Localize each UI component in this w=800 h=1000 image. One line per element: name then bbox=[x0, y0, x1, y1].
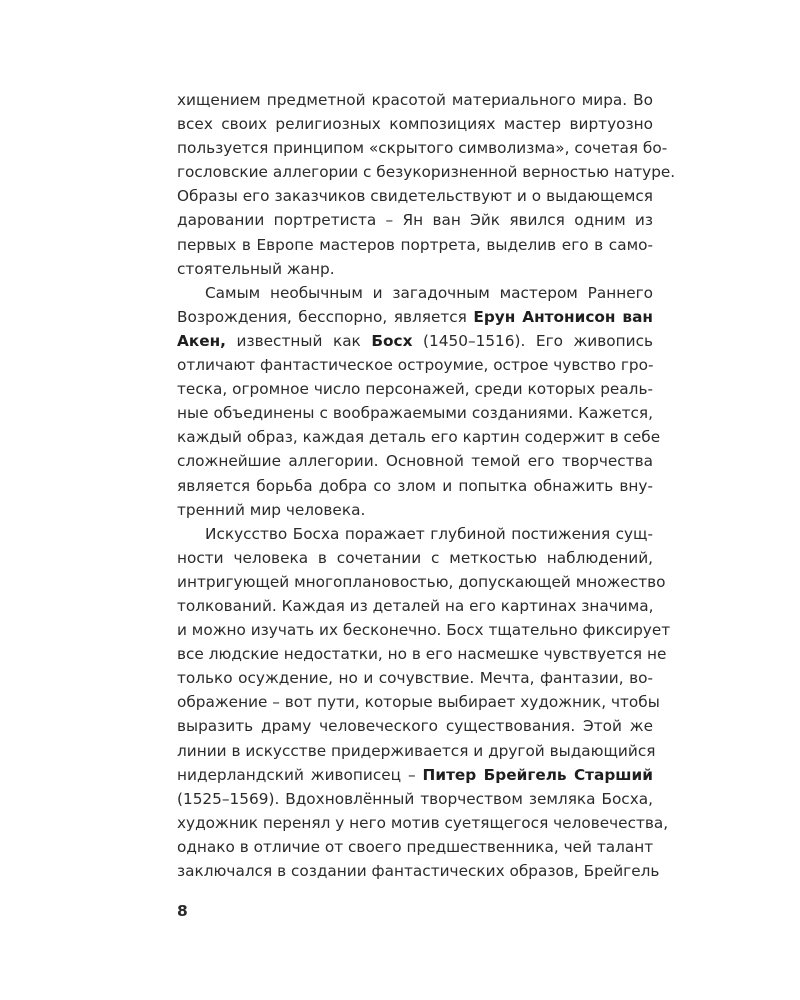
text-run: все людские недостатки, но в его насмешке чувствуется не bbox=[177, 645, 667, 664]
text-run: всех своих религиозных композициях мастер виртуозно bbox=[177, 115, 653, 134]
text-line bbox=[177, 498, 653, 522]
text-line bbox=[177, 570, 666, 594]
text-run: выразить драму человеческого существования. Этой же bbox=[177, 717, 653, 736]
text-line bbox=[177, 112, 653, 136]
text-line bbox=[177, 257, 653, 281]
text-run: тренний мир человека. bbox=[177, 500, 366, 519]
text-run: ображение – вот пути, которые выбирает художник, чтобы bbox=[177, 693, 660, 712]
text-run: ности человека в сочетании с меткостью наблюдений, bbox=[177, 548, 653, 567]
bold-name: Акен, bbox=[177, 331, 226, 350]
text-run: стоятельный жанр. bbox=[177, 259, 335, 278]
text-line bbox=[177, 859, 660, 883]
text-run: даровании портретиста – Ян ван Эйк явился одним из bbox=[177, 211, 653, 230]
text-run: Образы его заказчиков свидетельствуют и о выдающемся bbox=[177, 187, 653, 206]
text-run: толкований. Каждая из деталей на его картинах значима, bbox=[177, 596, 654, 615]
text-run: однако в отличие от своего предшественника, чей талант bbox=[177, 837, 654, 856]
text-line bbox=[177, 233, 653, 257]
text-line bbox=[177, 690, 660, 714]
text-run: теска, огромное число персонажей, среди которых реаль- bbox=[177, 380, 653, 399]
text-line bbox=[177, 522, 653, 546]
text-run: интригующей многоплановостью, допускающей множество bbox=[177, 572, 666, 591]
text-run: Искусство Босха поражает глубиной постижения сущ- bbox=[205, 524, 653, 543]
text-line bbox=[177, 714, 653, 738]
text-run: (1450–1516). Его живопись bbox=[412, 331, 653, 350]
page-number: 8 bbox=[177, 902, 188, 920]
text-run: нидерландский живописец – bbox=[177, 765, 423, 784]
text-run: художник перенял у него мотив суетящегося человечества, bbox=[177, 813, 669, 832]
text-run: пользуется принципом «скрытого символизма», сочетая бо- bbox=[177, 139, 668, 158]
text-run: сложнейшие аллегории. Основной темой его творчества bbox=[177, 452, 653, 471]
text-run: известный как bbox=[225, 331, 372, 350]
text-run: является борьба добра со злом и попытка обнажить вну- bbox=[177, 476, 653, 495]
paragraph bbox=[177, 88, 676, 281]
text-run: Самым необычным и загадочным мастером Раннего bbox=[205, 283, 653, 302]
text-line bbox=[177, 763, 653, 787]
text-run: гословские аллегории с безукоризненной верностью натуре. bbox=[177, 163, 676, 182]
text-line bbox=[177, 136, 668, 160]
text-line bbox=[177, 353, 653, 377]
bold-name: Питер Брейгель Старший bbox=[422, 765, 653, 784]
text-line bbox=[177, 787, 653, 811]
text-line bbox=[177, 401, 653, 425]
text-line bbox=[177, 835, 653, 859]
paragraph bbox=[177, 522, 671, 883]
text-run: хищением предметной красотой материального мира. Во bbox=[177, 91, 653, 109]
bold-name: Босх bbox=[371, 331, 413, 350]
body-text bbox=[177, 88, 676, 883]
text-line bbox=[177, 160, 676, 184]
text-line bbox=[177, 88, 653, 112]
text-line bbox=[177, 666, 653, 690]
text-line bbox=[177, 474, 653, 498]
text-line bbox=[177, 811, 669, 835]
text-line bbox=[177, 594, 653, 618]
paragraph bbox=[177, 281, 661, 522]
text-line bbox=[177, 642, 667, 666]
text-run: Возрождения, бесспорно, является bbox=[177, 307, 474, 326]
text-run: первых в Европе мастеров портрета, выделив его в само- bbox=[177, 235, 653, 254]
text-run: (1525–1569). Вдохновлённый творчеством земляка Босха, bbox=[177, 789, 653, 808]
text-run: и можно изучать их бесконечно. Босх тщательно фиксирует bbox=[177, 621, 671, 640]
text-line bbox=[177, 425, 661, 449]
text-line bbox=[177, 329, 653, 353]
text-line bbox=[177, 546, 653, 570]
text-line bbox=[177, 618, 671, 642]
text-run: ные объединены с воображаемыми созданиями. Кажется, bbox=[177, 404, 653, 423]
text-run: линии в искусстве придерживается и другой выдающийся bbox=[177, 741, 656, 760]
text-run: заключался в создании фантастических образов, Брейгель bbox=[177, 862, 660, 880]
text-run: отличают фантастическое остроумие, острое чувство гро- bbox=[177, 356, 654, 375]
text-line bbox=[177, 305, 653, 329]
bold-name: Ерун Антонисон ван bbox=[473, 307, 653, 326]
text-line bbox=[177, 184, 653, 208]
text-line bbox=[177, 208, 653, 232]
text-line bbox=[177, 377, 653, 401]
text-run: каждый образ, каждая деталь его картин содержит в себе bbox=[177, 428, 661, 447]
text-run: только осуждение, но и сочувствие. Мечта, фантазии, во- bbox=[177, 669, 653, 688]
text-line bbox=[177, 449, 653, 473]
text-line bbox=[177, 739, 656, 763]
text-line bbox=[177, 281, 653, 305]
